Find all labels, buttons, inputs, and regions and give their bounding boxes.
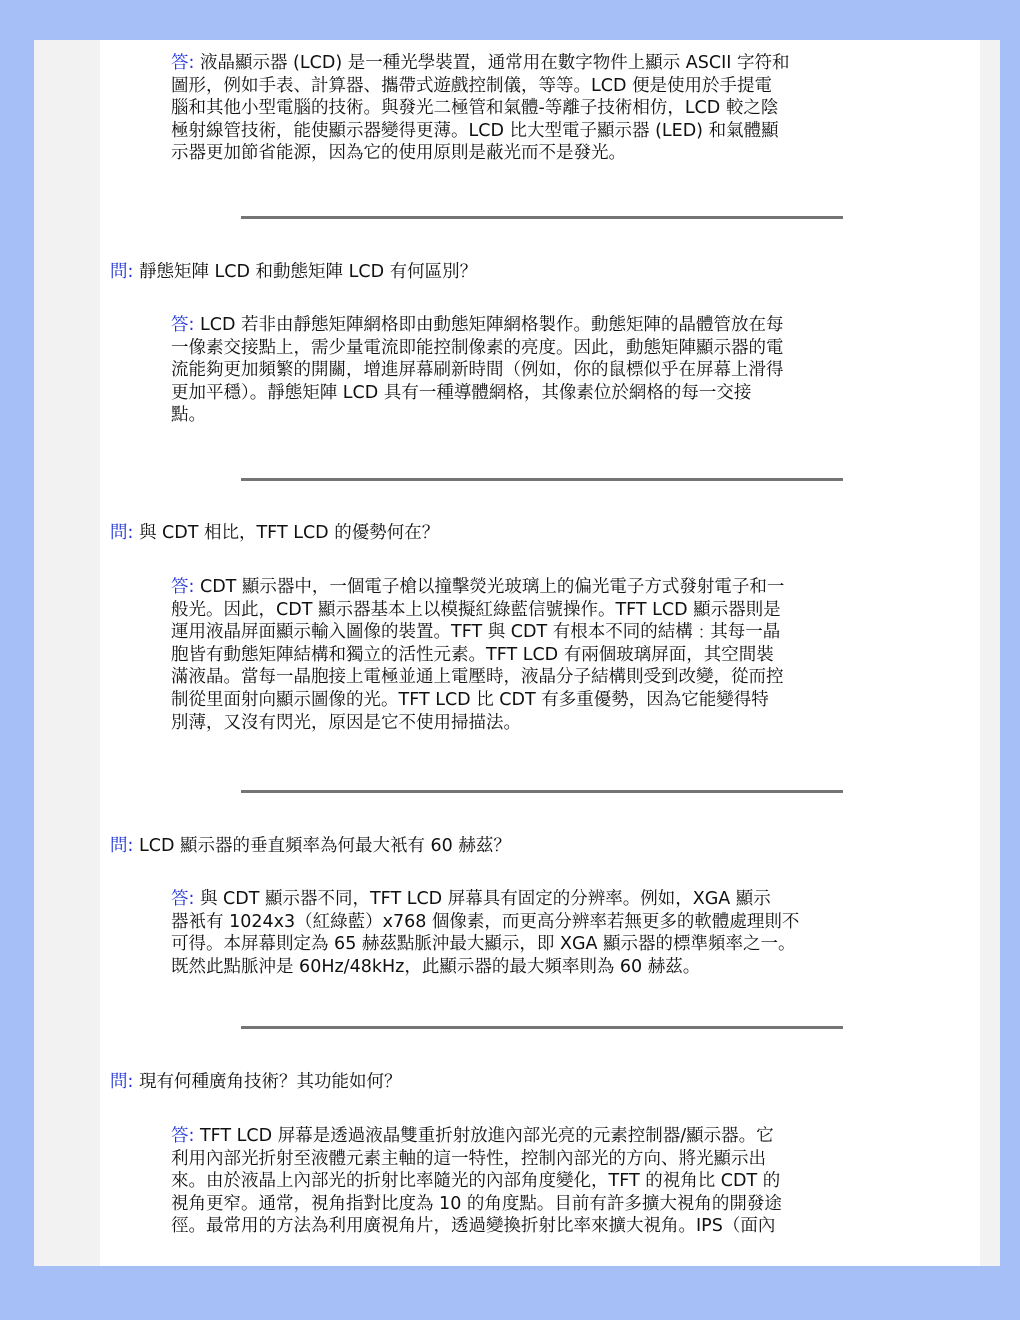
question-prefix: 問:: [110, 523, 134, 543]
section-divider: [241, 216, 843, 219]
answer-line: 徑。最常用的方法為利用廣視角片，透過變換折射比率來擴大視角。IPS（面內: [171, 1216, 776, 1237]
answer-line: 視角更窄。通常，視角指對比度為 10 的角度點。目前有許多擴大視角的開發途: [171, 1193, 782, 1214]
answer-line: 既然此點脈沖是 60Hz/48kHz，此顯示器的最大頻率則為 60 赫茲。: [171, 956, 701, 977]
question-prefix: 問:: [110, 836, 134, 856]
answer-line: 答: LCD 若非由靜態矩陣網格即由動態矩陣網格製作。動態矩陣的晶體管放在每: [171, 315, 784, 335]
question-text: LCD 顯示器的垂直頻率為何最大衹有 60 赫茲？: [138, 836, 511, 856]
answer-line: 腦和其他小型電腦的技術。與發光二極管和氣體-等離子技術相仿，LCD 較之陰: [171, 98, 779, 119]
answer-line: 答: CDT 顯示器中，一個電子槍以撞擊熒光玻璃上的偏光電子方式發射電子和一: [171, 577, 785, 597]
answer-line: 運用液晶屏面顯示輸入圖像的裝置。TFT 與 CDT 有根本不同的結構﹕其每一晶: [171, 622, 781, 643]
answer-prefix: 答:: [171, 889, 195, 909]
answer-line: 極射線管技術，能使顯示器變得更薄。LCD 比大型電子顯示器 (LED) 和氣體顯: [171, 120, 779, 141]
section-divider: [241, 790, 843, 793]
faq-answer-lcd-definition: [171, 52, 911, 165]
answer-line: 答: 與 CDT 顯示器不同，TFT LCD 屏幕具有固定的分辨率。例如，XGA 顯示: [171, 889, 771, 909]
faq-answer-wide-angle: [171, 1125, 911, 1238]
answer-line: 可得。本屏幕則定為 65 赫茲點脈沖最大顯示，即 XGA 顯示器的標準頻率之一。: [171, 934, 796, 955]
answer-line: 胞皆有動態矩陣結構和獨立的活性元素。TFT LCD 有兩個玻璃屏面，其空間裝: [171, 644, 774, 665]
answer-line: 示器更加節省能源，因為它的使用原則是蔽光而不是發光。: [171, 143, 626, 164]
answer-line: 更加平穩）。靜態矩陣 LCD 具有一種導體網格，其像素位於網格的每一交接: [171, 382, 752, 403]
question-text: 與 CDT 相比，TFT LCD 的優勢何在？: [138, 523, 440, 543]
answer-line: 利用內部光折射至液體元素主軸的這一特性，控制內部光的方向、將光顯示出: [171, 1148, 766, 1169]
answer-prefix: 答:: [171, 315, 195, 335]
answer-line: 別薄，又沒有閃光，原因是它不使用掃描法。: [171, 712, 521, 733]
answer-line: 答: TFT LCD 屏幕是透過液晶雙重折射放進內部光亮的元素控制器/顯示器。它: [171, 1126, 774, 1146]
answer-line: 一像素交接點上，需少量電流即能控制像素的亮度。因此，動態矩陣顯示器的電: [171, 337, 784, 358]
question-prefix: 問:: [110, 1072, 134, 1092]
faq-answer-matrix: [171, 314, 911, 427]
answer-line: 器衹有 1024x3（紅綠藍）x768 個像素，而更高分辨率若無更多的軟體處理則不: [171, 911, 800, 932]
faq-question-wide-angle: [110, 1071, 401, 1094]
answer-line: 制從里面射向顯示圖像的光。TFT LCD 比 CDT 有多重優勢，因為它能變得特: [171, 689, 769, 710]
faq-answer-vertical-frequency: [171, 888, 911, 978]
answer-line: 點。: [171, 405, 206, 426]
answer-line: 圖形，例如手表、計算器、攜帶式遊戲控制儀，等等。LCD 便是使用於手提電: [171, 75, 773, 96]
answer-prefix: 答:: [171, 577, 195, 597]
answer-line: 滿液晶。當每一晶胞接上電極並通上電壓時，液晶分子結構則受到改變，從而控: [171, 667, 784, 688]
question-prefix: 問:: [110, 262, 134, 282]
faq-answer-tft-advantage: [171, 576, 911, 734]
section-divider: [241, 1026, 843, 1029]
answer-line: 答: 液晶顯示器 (LCD) 是一種光學裝置，通常用在數字物件上顯示 ASCII 字符和: [171, 53, 790, 73]
question-text: 靜態矩陣 LCD 和動態矩陣 LCD 有何區別？: [138, 262, 478, 282]
answer-prefix: 答:: [171, 53, 195, 73]
faq-question-vertical-frequency: [110, 835, 511, 858]
question-text: 現有何種廣角技術？其功能如何？: [138, 1072, 402, 1092]
section-divider: [241, 478, 843, 481]
answer-line: 來。由於液晶上內部光的折射比率隨光的內部角度變化，TFT 的視角比 CDT 的: [171, 1171, 781, 1192]
faq-question-matrix: [110, 261, 477, 284]
answer-line: 流能夠更加頻繁的開關，增進屏幕刷新時間（例如，你的鼠標似乎在屏幕上滑得: [171, 360, 784, 381]
answer-prefix: 答:: [171, 1126, 195, 1146]
faq-question-tft-advantage: [110, 522, 439, 545]
answer-line: 般光。因此，CDT 顯示器基本上以模擬紅綠藍信號操作。TFT LCD 顯示器則是: [171, 599, 781, 620]
